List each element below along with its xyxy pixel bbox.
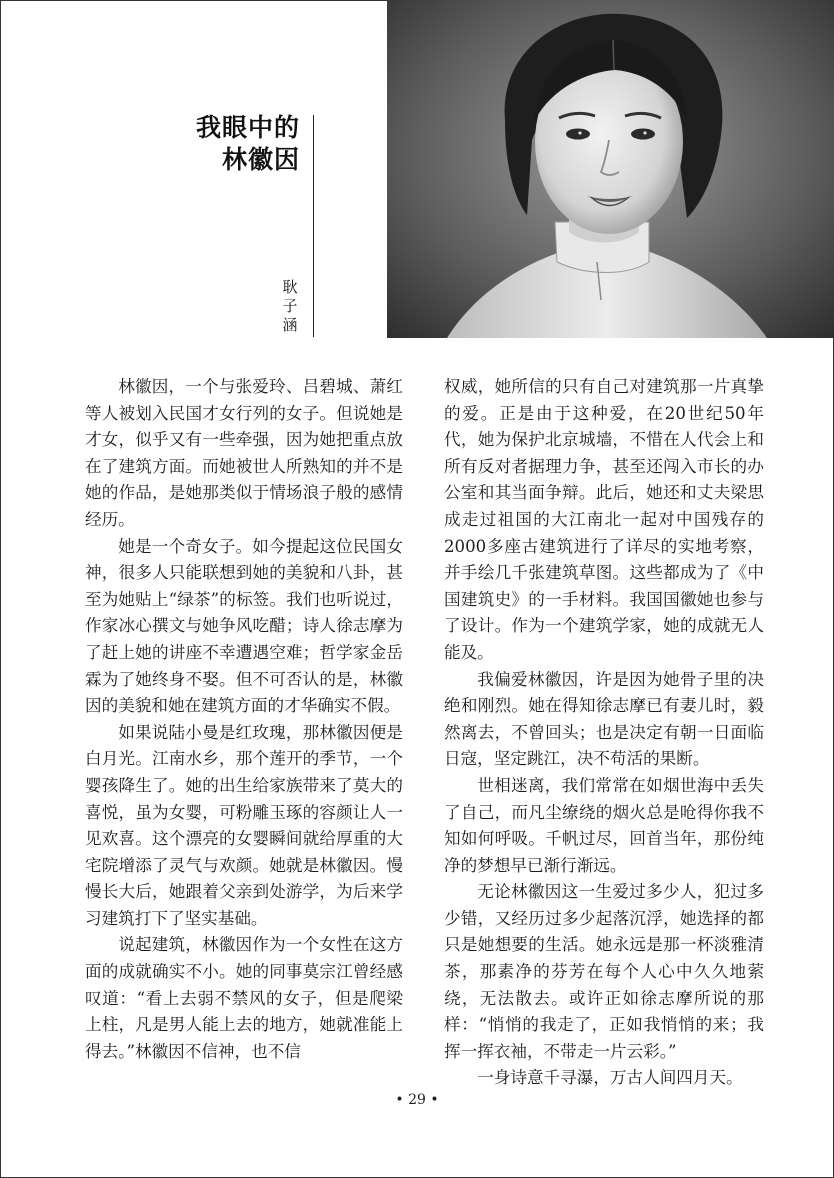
paragraph: 世相迷离，我们常常在如烟世海中丢失了自己，而凡尘缭绕的烟火总是呛得你我不知如何呼吸。千帆过尽，回首当年，那份纯净的梦想早已渐行渐远。 — [444, 775, 764, 875]
paragraph: 她是一个奇女子。如今提起这位民国女神，很多人只能联想到她的美貌和八卦，甚至为她贴上“绿茶”的标签。我们也听说过，作家冰心撰文与她争风吃醋；诗人徐志摩为了赶上她的讲座不幸遭遇空难；哲学家金岳霖为了她终身不娶。但不可否认的是，林徽因的美貌和她在建筑方面的才华确实不假。 — [85, 536, 403, 716]
paragraph: 说起建筑，林徽因作为一个女性在这方面的成就确实不小。她的同事莫宗江曾经感叹道：“看上去弱不禁风的女子，但是爬梁上柱，凡是男人能上去的地方，她就准能上得去。”林徽因不信神，也不信 — [85, 935, 403, 1061]
paragraph-continued: 权威，她所信的只有自己对建筑那一片真挚的爱。正是由于这种爱，在20世纪50年代，她为保护北京城墙，不惜在人代会上和所有反对者据理力争，甚至还闯入市长的办公室和其当面争辩。此后，她还和丈夫梁思成走过祖国的大江南北一起对中国残存的2000多座古建筑进行了详尽的实地考察，并手绘几千张建筑草图。这些都成为了《中国建筑史》的一手材料。我国国徽她也参与了设计。作为一个建筑学家，她的成就无人能及。 — [444, 377, 764, 662]
paragraph: 如果说陆小曼是红玫瑰，那林徽因便是白月光。江南水乡，那个莲开的季节，一个婴孩降生了。她的出生给家族带来了莫大的喜悦，虽为女婴，可粉雕玉琢的容颜让人一见欢喜。这个漂亮的女婴瞬间就给厚重的大宅院增添了灵气与欢颜。她就是林徽因。慢慢长大后，她跟着父亲到处游学，为后来学习建筑打下了坚实基础。 — [85, 722, 403, 928]
page-number: • 29 • — [395, 1092, 439, 1108]
author-name: 耿子涵 — [282, 278, 298, 334]
title-line-1: 我眼中的 — [195, 113, 300, 142]
title-divider — [313, 115, 314, 337]
paragraph: 林徽因，一个与张爱玲、吕碧城、萧红等人被划入民国才女行列的女子。但说她是才女，似乎又有一些牵强，因为她把重点放在了建筑方面。而她被世人所熟知的并不是她的作品，是她那类似于情场浪子般的感情经历。 — [85, 377, 403, 529]
paragraph: 无论林徽因这一生爱过多少人，犯过多少错，又经历过多少起落沉浮，她选择的都只是她想要的生活。她永远是那一杯淡雅清茶，那素净的芬芳在每个人心中久久地萦绕，无法散去。或许正如徐志摩所说的那样：“悄悄的我走了，正如我悄悄的来；我挥一挥衣袖，不带走一片云彩。” — [444, 882, 764, 1061]
article-title — [196, 112, 300, 176]
paragraph: 我偏爱林徽因，许是因为她骨子里的决绝和刚烈。她在得知徐志摩已有妻儿时，毅然离去，不曾回头；也是决定有朝一日面临日寇，坚定跳江，决不苟活的果断。 — [444, 669, 764, 769]
left-column — [85, 374, 403, 1065]
paragraph: 一身诗意千寻瀑，万古人间四月天。 — [477, 1068, 743, 1088]
title-line-2: 林徽因 — [221, 145, 300, 174]
right-column — [444, 374, 764, 1092]
portrait-photo — [387, 0, 834, 338]
